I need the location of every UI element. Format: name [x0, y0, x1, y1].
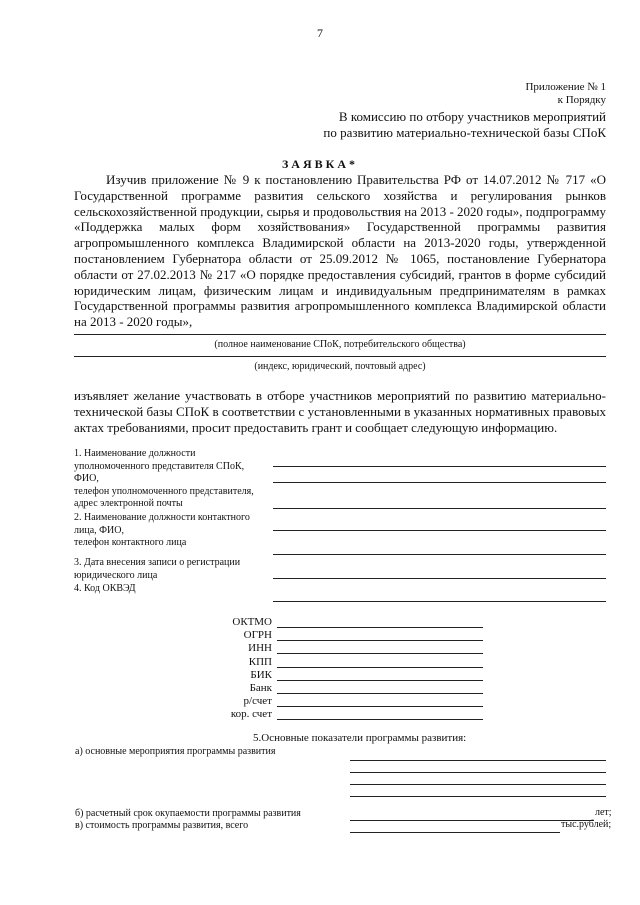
bik-label: БИК: [250, 669, 272, 681]
ogrn-line[interactable]: [277, 640, 483, 641]
field-2-line[interactable]: [273, 554, 606, 555]
item-b-line[interactable]: [350, 820, 594, 821]
field-1-line[interactable]: [273, 482, 606, 483]
field-1-line[interactable]: [273, 466, 606, 467]
account-line[interactable]: [277, 706, 483, 707]
bik-line[interactable]: [277, 680, 483, 681]
kpp-line[interactable]: [277, 667, 483, 668]
declaration-paragraph: изъявляет желание участвовать в отборе участников мероприятий по развитию материально-технической базы СПоК в соответствии с установленными в указанных нормативных правовых актах требованиями, просит предоставить грант и сообщает следующую информацию.: [74, 388, 606, 435]
item-c-unit: тыс.рублей;: [561, 819, 612, 830]
section-5-heading: 5.Основные показатели программы развития:: [253, 732, 467, 744]
full-name-caption: (полное наименование СПоК, потребительского общества): [214, 339, 466, 350]
field-1-label-line: телефон уполномоченного представителя,: [74, 485, 254, 497]
field-2-label-line: лица, ФИО,: [74, 524, 124, 536]
item-a-line[interactable]: [350, 772, 606, 773]
account-label: р/счет: [243, 695, 272, 707]
item-a-line[interactable]: [350, 784, 606, 785]
ogrn-label: ОГРН: [243, 629, 272, 641]
addressee: [323, 109, 606, 141]
kpp-label: КПП: [248, 656, 272, 668]
inn-line[interactable]: [277, 653, 483, 654]
field-3-label: [74, 557, 240, 582]
document-title: ЗАЯВКА*: [281, 157, 359, 171]
addressee-line-1: В комиссию по отбору участников мероприятий: [338, 109, 606, 124]
field-1-label-line: адрес электронной почты: [74, 498, 183, 509]
section-5-item-b: б) расчетный срок окупаемости программы развития: [75, 808, 301, 819]
section-5-item-a: а) основные мероприятия программы развития: [75, 746, 276, 757]
field-4-label: [74, 583, 136, 596]
field-3-label-line: юридического лица: [74, 569, 158, 581]
appendix-line-1: Приложение № 1: [525, 81, 606, 93]
field-3-label-line: 3. Дата внесения записи о регистрации: [74, 557, 241, 568]
field-1-line[interactable]: [273, 508, 606, 509]
field-2-label-line: 2. Наименование должности контактного: [74, 512, 250, 523]
section-5-item-c: в) стоимость программы развития, всего: [75, 820, 249, 831]
bank-label: Банк: [249, 682, 272, 694]
field-1-label-line: ФИО,: [74, 473, 99, 484]
field-4-line[interactable]: [273, 601, 606, 602]
inn-label: ИНН: [248, 642, 272, 654]
field-1-label-line: уполномоченного представителя СПоК,: [74, 460, 245, 472]
field-1-label: [74, 448, 254, 511]
oktmo-label: ОКТМО: [232, 616, 272, 628]
oktmo-line[interactable]: [277, 627, 483, 628]
field-3-line[interactable]: [273, 578, 606, 579]
address-caption: (индекс, юридический, почтовый адрес): [254, 361, 426, 372]
corr-account-label: кор. счет: [230, 708, 272, 720]
item-a-line[interactable]: [350, 796, 606, 797]
field-2-label: [74, 512, 250, 550]
bank-line[interactable]: [277, 693, 483, 694]
address-line: [74, 356, 606, 357]
page-number: 7: [317, 26, 323, 40]
field-1-label-line: 1. Наименование должности: [74, 448, 196, 459]
corr-account-line[interactable]: [277, 719, 483, 720]
field-4-label-line: 4. Код ОКВЭД: [74, 583, 136, 594]
field-2-label-line: телефон контактного лица: [74, 537, 187, 548]
item-a-line[interactable]: [350, 760, 606, 761]
item-c-line[interactable]: [350, 832, 560, 833]
intro-paragraph: Изучив приложение № 9 к постановлению Правительства РФ от 14.07.2012 № 717 «О Государственной программе развития сельского хозяйства и регулирования рынков сельскохозяйственной продукции, сырья и продовольствия на 2013 - 2020 годы», подпрограмму «Поддержка малых форм хозяйствования» Государственной программы развития агропромышленного комплекса Владимирской области на 2013-2020 годы, утвержденной постановлением Губернатора области от 25.09.2012 № 1065, постановление Губернатора области от 27.02.2013 № 217 «О порядке предоставления субсидий, грантов в форме субсидий юридическим лицам, физическим лицам и индивидуальным предпринимателям в рамках Государственной программы развития агропромышленного комплекса Владимирской области на 2013 - 2020 годы»,: [74, 172, 606, 330]
full-name-line: [74, 334, 606, 335]
item-b-unit: лет;: [595, 807, 612, 818]
field-2-line[interactable]: [273, 530, 606, 531]
addressee-line-2: по развитию материально-технической базы СПоК: [323, 125, 606, 140]
appendix-line-2: к Порядку: [557, 94, 606, 106]
